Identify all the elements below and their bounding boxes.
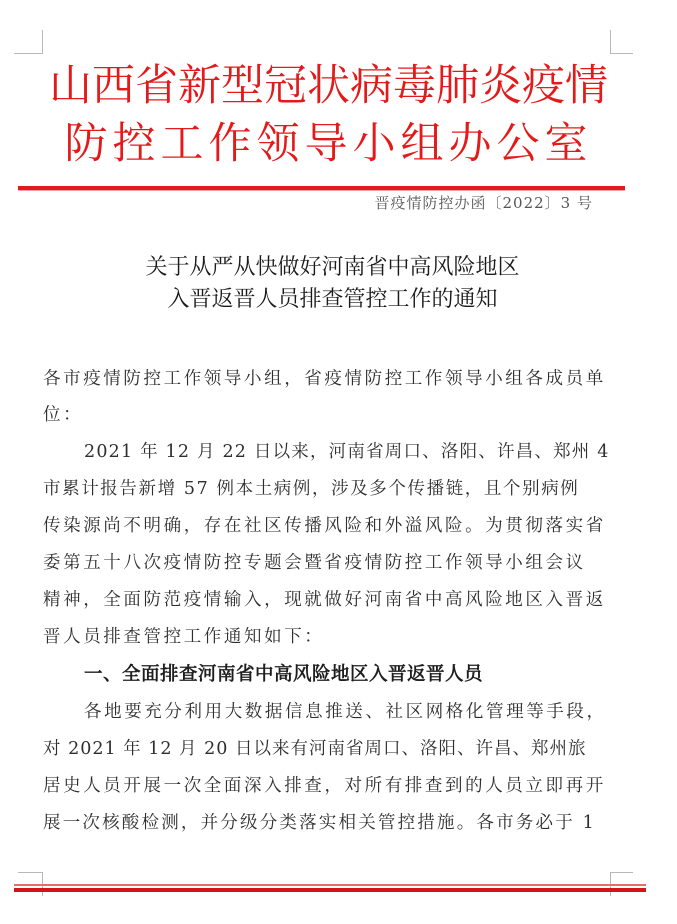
paragraph-line: 精神，全面防范疫情输入，现就做好河南省中高风险地区入晋返 [43, 590, 606, 610]
salutation-line: 位： [43, 405, 84, 425]
paragraph-line: 对 2021 年 12 月 20 日以来有河南省周口、洛阳、许昌、郑州旅 [43, 739, 587, 759]
paragraph-line: 展一次核酸检测，并分级分类落实相关管控措施。各市务必于 1 [43, 813, 596, 833]
paragraph-line: 晋人员排查管控工作通知如下： [43, 627, 325, 647]
paragraph-line: 市累计报告新增 57 例本土病例，涉及多个传播链，且个别病例 [43, 479, 580, 499]
footer-red-rule-thin [14, 884, 646, 886]
footer-red-rule-thick [14, 888, 646, 892]
document-number: 晋疫情防控办函〔2022〕3 号 [374, 194, 593, 212]
paragraph-line: 传染源尚不明确，存在社区传播风险和外溢风险。为贯彻落实省 [43, 516, 606, 536]
org-name-line2: 防控工作领导小组办公室 [64, 119, 593, 169]
section-heading: 一、全面排查河南省中高风险地区入晋返晋人员 [84, 664, 484, 685]
paragraph-line: 2021 年 12 月 22 日以来，河南省周口、洛阳、许昌、郑州 4 [84, 442, 610, 462]
notice-title-line2: 入晋返晋人员排查管控工作的通知 [167, 287, 498, 312]
paragraph-line: 居史人员开展一次全面深入排查，对所有排查到的人员立即再开 [43, 776, 606, 796]
org-name-line1: 山西省新型冠状病毒肺炎疫情 [49, 61, 608, 111]
corner-mark-top-left [14, 30, 43, 54]
paragraph-line: 各地要充分利用大数据信息推送、社区网格化管理等手段， [84, 702, 607, 722]
salutation-line: 各市疫情防控工作领导小组，省疫情防控工作领导小组各成员单 [43, 369, 606, 389]
corner-mark-top-right [610, 30, 633, 54]
notice-title-line1: 关于从严从快做好河南省中高风险地区 [145, 255, 520, 280]
paragraph-line: 委第五十八次疫情防控专题会暨省疫情防控工作领导小组会议 [43, 553, 586, 573]
header-red-rule [18, 186, 625, 190]
